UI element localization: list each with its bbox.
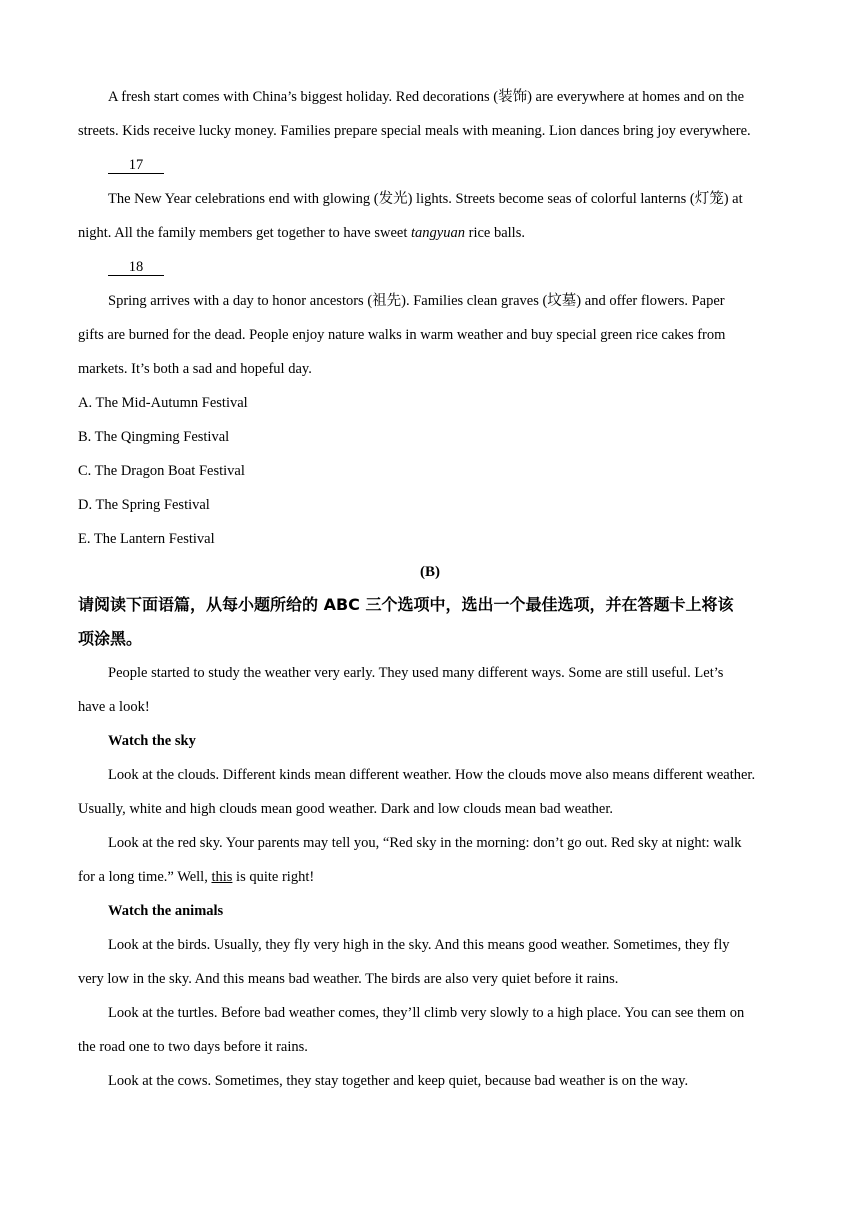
blank-18 — [108, 258, 793, 276]
intro-line2: have a look! — [78, 699, 150, 715]
turtles-line2: the road one to two days before it rains. — [78, 1039, 308, 1055]
underlined-word-this: this — [211, 869, 233, 885]
section-b-heading: (B) — [420, 564, 440, 580]
sky-heading: Watch the sky — [108, 733, 196, 749]
instruction-line2: 项涂黑。 — [78, 629, 143, 648]
para2-line2-post: rice balls. — [464, 225, 525, 241]
para2-italic-word: tangyuan — [411, 225, 465, 241]
birds-line1: Look at the birds. Usually, they fly very high in the sky. And this means good weather. Sometimes, they fly — [108, 937, 730, 953]
option-c: C. The Dragon Boat Festival — [78, 463, 245, 479]
para2-line2 — [78, 224, 793, 242]
blank-17 — [108, 156, 793, 174]
para2-line2-pre: night. All the family members get together to have sweet — [78, 225, 412, 241]
red-sky-line2-post: is quite right! — [232, 869, 315, 885]
turtles-line1: Look at the turtles. Before bad weather comes, they’ll climb very slowly to a high place. You can see them on — [108, 1005, 745, 1021]
para1-line2: streets. Kids receive lucky money. Families prepare special meals with meaning. Lion dances bring joy everywhere. — [78, 123, 751, 139]
red-sky-line1: Look at the red sky. Your parents may tell you, “Red sky in the morning: don’t go out. Red sky at night: walk — [108, 835, 742, 851]
red-sky-line2-pre: for a long time.” Well, — [78, 869, 212, 885]
option-b: B. The Qingming Festival — [78, 429, 230, 445]
blank-18-number: 18 — [108, 260, 164, 276]
para3-line1: Spring arrives with a day to honor ancestors (祖先). Families clean graves (坟墓) and offer flowers. Paper — [108, 293, 725, 309]
para2-line1: The New Year celebrations end with glowing (发光) lights. Streets become seas of colorful lanterns (灯笼) at — [108, 191, 743, 207]
option-d: D. The Spring Festival — [78, 497, 210, 513]
instruction-line1: 请阅读下面语篇，从每小题所给的 ABC 三个选项中，选出一个最佳选项，并在答题卡上将该 — [78, 595, 734, 614]
para3-line2: gifts are burned for the dead. People enjoy nature walks in warm weather and buy special green rice cakes from — [78, 327, 726, 343]
clouds-line2: Usually, white and high clouds mean good weather. Dark and low clouds mean bad weather. — [78, 801, 614, 817]
birds-line2: very low in the sky. And this means bad weather. The birds are also very quiet before it rains. — [78, 971, 619, 987]
blank-17-number: 17 — [108, 158, 164, 174]
animals-heading: Watch the animals — [108, 903, 224, 919]
red-sky-line2 — [78, 868, 793, 886]
clouds-line1: Look at the clouds. Different kinds mean different weather. How the clouds move also means different weather. — [108, 767, 756, 783]
option-e: E. The Lantern Festival — [78, 531, 215, 547]
para1-line1: A fresh start comes with China’s biggest holiday. Red decorations (装饰) are everywhere at homes and on the — [108, 89, 745, 105]
intro-line1: People started to study the weather very early. They used many different ways. Some are still useful. Let’s — [108, 665, 724, 681]
para3-line3: markets. It’s both a sad and hopeful day. — [78, 361, 312, 377]
option-a: A. The Mid-Autumn Festival — [78, 395, 248, 411]
cows-line1: Look at the cows. Sometimes, they stay together and keep quiet, because bad weather is on the way. — [108, 1073, 689, 1089]
